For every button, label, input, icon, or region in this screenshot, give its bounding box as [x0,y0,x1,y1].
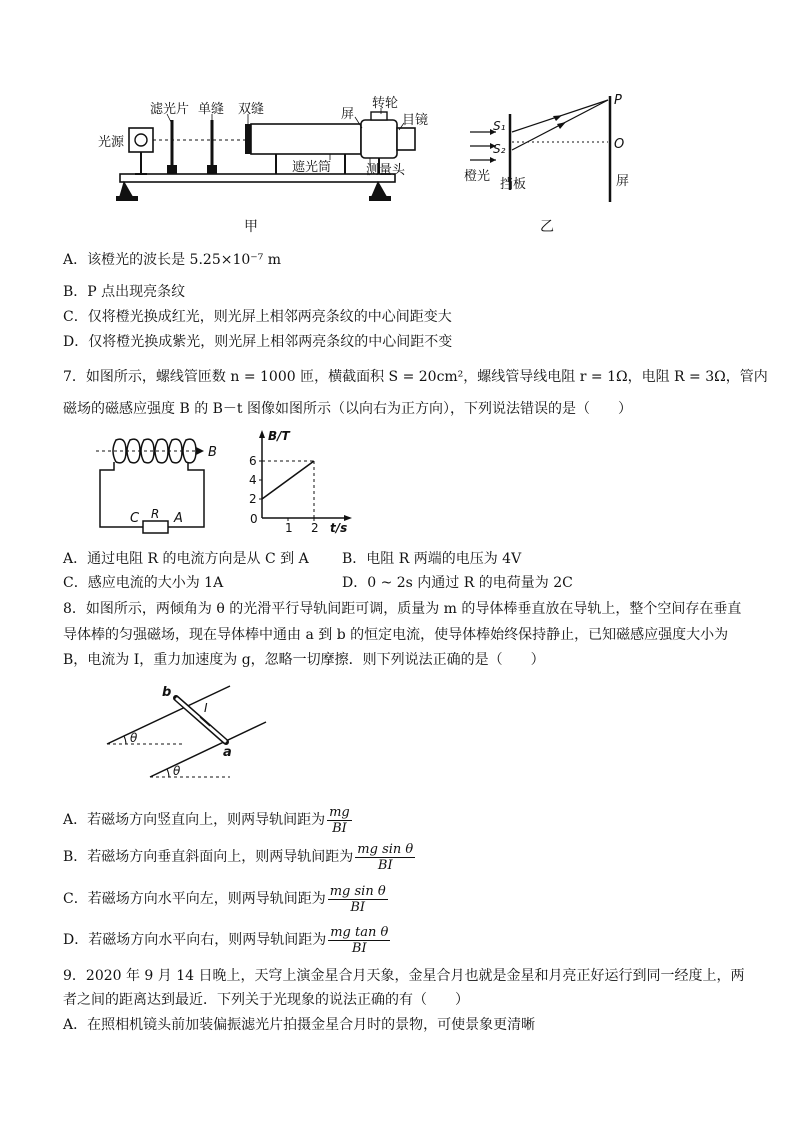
label-filter: 滤光片 [150,102,190,117]
q6-option-b: B．P 点出现亮条纹 [63,284,186,300]
q6-option-c: C．仅将橙光换成红光，则光屏上相邻两亮条纹的中心间距变大 [63,309,452,325]
label-baffle: 挡板 [500,177,527,192]
numerator: mg sin θ [357,841,414,857]
q8-option-a [63,803,352,837]
label-p: P [614,93,622,108]
label-single-slit: 单缝 [198,102,225,117]
graph-origin: 0 [250,512,258,526]
caption-yi: 乙 [540,219,554,235]
numerator: mg [329,804,350,820]
q8-option-d [63,923,390,957]
graph-xlabel: t/s [330,521,348,535]
q7-option-b: B．电阻 R 两端的电压为 4V [342,551,522,567]
label-orange-light: 橙光 [464,169,491,184]
label-s1: S₁ [493,119,506,133]
q6-option-a: A．该橙光的波长是 5.25×10⁻⁷ m [63,252,282,268]
q8-option-a-text: A．若磁场方向竖直向上，则两导轨间距为 [63,812,326,828]
x-tick-label: 1 [285,521,293,535]
label-double-slit: 双缝 [238,102,265,117]
angle-label-1: θ [130,731,138,745]
caption-jia: 甲 [244,219,258,235]
rod-label-i: I [204,701,208,715]
q8-stem-line-1: 8．如图所示，两倾角为 θ 的光滑平行导轨间距可调，质量为 m 的导体棒垂直放在导轨上，整个空间存在垂直 [63,601,742,617]
label-eyepiece: 目镜 [402,113,429,128]
label-light-source: 光源 [98,135,125,150]
graph-ylabel: B/T [268,429,290,443]
label-o: O [614,137,625,152]
label-screen: 屏 [341,107,355,122]
q8-option-c-fraction [328,884,388,915]
label-measuring-head: 测量头 [366,163,406,178]
y-tick-label: 4 [249,473,257,487]
label-s2: S₂ [493,142,506,156]
label-wheel: 转轮 [372,96,399,111]
q8-option-a-fraction [327,805,352,836]
q7-option-d: D．0 ~ 2s 内通过 R 的电荷量为 2C [342,575,573,591]
q6-option-d: D．仅将橙光换成紫光，则光屏上相邻两亮条纹的中心间距不变 [63,334,453,350]
label-tube: 遮光筒 [292,160,332,175]
circuit-label-a: A [174,511,183,526]
circuit-label-r: R [151,507,160,521]
q8-option-b-fraction [355,842,415,873]
angle-label-2: θ [173,764,181,778]
y-tick-label: 2 [249,492,257,506]
rail-lower [150,722,266,777]
q7-option-a: A．通过电阻 R 的电流方向是从 C 到 A [63,551,309,567]
rod-label-b: b [162,685,172,700]
x-tick-label: 2 [311,521,319,535]
q8-option-c-text: C．若磁场方向水平向左，则两导轨间距为 [63,891,326,907]
q9-option-a: A．在照相机镜头前加装偏振滤光片拍摄金星合月时的景物，可使景象更清晰 [63,1017,536,1033]
q8-option-b [63,840,415,874]
q8-stem-line-2: 导体棒的匀强磁场，现在导体棒中通由 a 到 b 的恒定电流，使导体棒始终保持静止，已知磁感应强度大小为 [63,627,729,643]
denominator: BI [350,899,366,915]
denominator: BI [332,820,347,836]
q8-stem-line-3: B，电流为 I，重力加速度为 g，忽略一切摩擦．则下列说法正确的是（ ） [63,652,545,668]
label-screen-2: 屏 [616,174,630,189]
q8-option-d-text: D．若磁场方向水平向右，则两导轨间距为 [63,932,327,948]
q7-stem-line-2: 磁场的磁感应强度 B 的 B－t 图像如图所示（以向右为正方向），下列说法错误的是（ ） [63,401,633,417]
q9-stem-line-2: 者之间的距离达到最近．下列关于光现象的说法正确的有（ ） [63,992,469,1008]
numerator: mg tan θ [330,924,389,940]
q8-option-b-text: B．若磁场方向垂直斜面向上，则两导轨间距为 [63,849,354,865]
q7-stem-line-1: 7．如图所示，螺线管匝数 n = 1000 匝，横截面积 S = 20cm²，螺线管导线电阻 r = 1Ω，电阻 R = 3Ω，管内 [63,369,768,385]
numerator: mg sin θ [329,883,386,899]
q8-option-c [63,882,388,916]
circuit-label-c: C [130,511,140,526]
q9-stem-line-1: 9．2020 年 9 月 14 日晚上，天穹上演金星合月天象，金星合月也就是金星和月亮正好运行到同一经度上，两 [63,968,745,984]
q7-option-c: C．感应电流的大小为 1A [63,575,224,591]
denominator: BI [377,857,393,873]
y-tick-label: 6 [249,454,257,468]
circuit-label-b: B [208,445,217,460]
rod-label-a: a [223,745,232,760]
denominator: BI [351,940,367,956]
q8-option-d-fraction [328,925,390,956]
